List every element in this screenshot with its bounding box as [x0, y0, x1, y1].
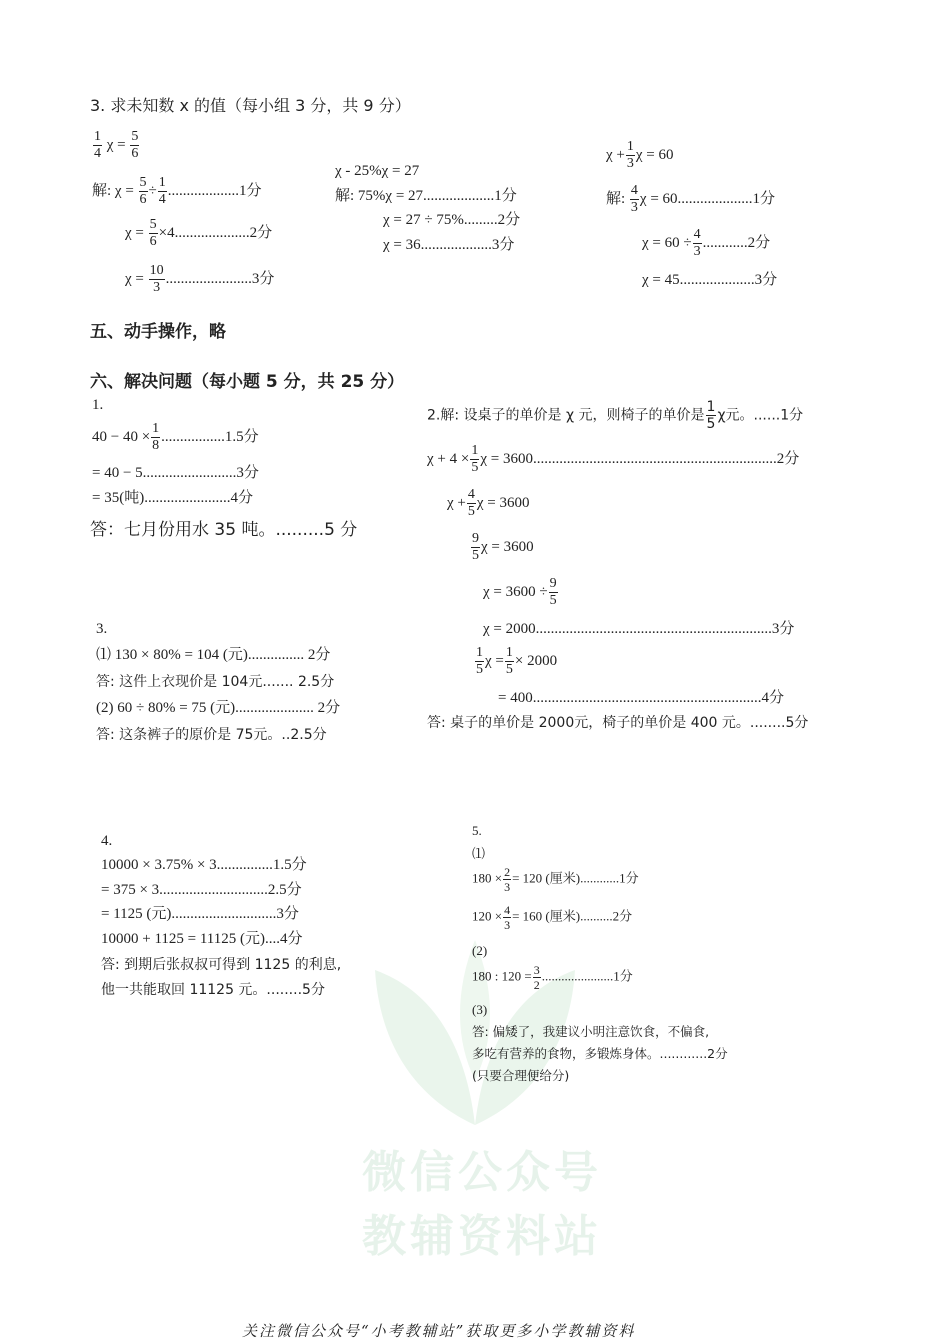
- q3-heading: 3. 求未知数 x 的值（每小组 3 分，共 9 分）: [90, 96, 411, 115]
- s3-answer2: 答: 这条裤子的原价是 75元。..2.5分: [96, 727, 327, 743]
- s5-answer-line2: 多吃有营养的食物，多锻炼身体。............2分: [472, 1046, 728, 1061]
- p2-equation: χ - 25%χ = 27: [335, 163, 420, 179]
- s5-step2: 120 × $\frac{4}{3}$ = 160 (厘米)..........2分: [472, 903, 633, 932]
- s2-step2: χ + $\frac{4}{5}$ χ = 3600: [447, 487, 530, 519]
- s5-part3-label: (3): [472, 1002, 488, 1017]
- s4-answer-line1: 答: 到期后张叔叔可得到 1125 的利息,: [101, 957, 342, 973]
- s5-step3: 180 : 120 = $\frac{3}{2}$ ......................1分: [472, 963, 633, 992]
- s4-number: 4.: [101, 833, 113, 849]
- section-5-heading: 五、动手操作，略: [90, 322, 226, 342]
- s2-step7: = 400.............................................................4分: [498, 690, 784, 706]
- watermark-line2: 教辅资料站: [362, 1211, 602, 1262]
- s5-number: 5.: [472, 823, 482, 838]
- s2-step6: $\frac{1}{5}$ χ = $\frac{1}{5}$ × 2000: [476, 645, 558, 677]
- s2-step1: χ + 4 × $\frac{1}{5}$ χ = 3600.................................................................2分: [427, 443, 800, 475]
- p1-step1: 解: χ = $\frac{5}{6}$ ÷ $\frac{1}{4}$ ...................1分: [92, 175, 262, 207]
- s2-step4: χ = 3600 ÷ $\frac{9}{5}$: [483, 576, 557, 608]
- s3-step2: (2) 60 ÷ 80% = 75 (元)..................... 2分: [96, 700, 341, 716]
- s5-part1-label: ⑴: [472, 846, 486, 861]
- s4-step2: = 375 × 3.............................2.5分: [101, 882, 302, 898]
- p3-step1: 解: $\frac{4}{3}$ χ = 60....................1分: [606, 183, 776, 215]
- s4-step1: 10000 × 3.75% × 3...............1.5分: [101, 857, 307, 873]
- s3-step1: ⑴ 130 × 80% = 104 (元)............... 2分: [96, 647, 331, 663]
- s3-number: 3.: [96, 621, 108, 637]
- p1-step2: χ = $\frac{5}{6}$ ×4....................2分: [125, 217, 273, 249]
- s5-step1: 180 × $\frac{2}{3}$ = 120 (厘米)............1分: [472, 865, 639, 894]
- s1-step2: = 40 − 5.........................3分: [92, 465, 259, 481]
- s1-step3: = 35(吨).......................4分: [92, 490, 253, 506]
- s4-step4: 10000 + 1125 = 11125 (元)....4分: [101, 931, 303, 947]
- p2-step2: χ = 27 ÷ 75%.........2分: [383, 212, 521, 228]
- p1-equation: $\frac{1}{4}$ χ = $\frac{5}{6}$: [94, 129, 139, 161]
- p3-equation: χ + $\frac{1}{3}$ χ = 60: [606, 139, 674, 171]
- p1-step3: χ = $\frac{10}{3}$ .......................3分: [125, 263, 275, 295]
- p3-step3: χ = 45....................3分: [642, 272, 778, 288]
- s5-answer-note: (只要合理便给分): [472, 1068, 570, 1083]
- s2-setup: 2.解: 设桌子的单价是 χ 元，则椅子的单价是 $\frac{1}{5}$ χ元。......1分: [427, 399, 804, 432]
- watermark-line1: 微信公众号: [362, 1147, 602, 1198]
- s4-step3: = 1125 (元)............................3分: [101, 906, 299, 922]
- s5-part2-label: (2): [472, 943, 488, 958]
- section-6-heading: 六、解决问题（每小题 5 分，共 25 分）: [90, 372, 405, 392]
- s1-answer: 答：七月份用水 35 吨。.........5 分: [90, 520, 358, 540]
- s4-answer-line2: 他一共能取回 11125 元。........5分: [101, 982, 325, 998]
- s1-step1: 40 − 40 × $\frac{1}{8}$ .................1.5分: [92, 421, 259, 453]
- footer-text: 关注微信公众号“小考教辅站”获取更多小学教辅资料: [242, 1322, 636, 1340]
- s2-answer: 答: 桌子的单价是 2000元，椅子的单价是 400 元。........5分: [427, 715, 809, 731]
- p2-step3: χ = 36...................3分: [383, 237, 515, 253]
- s3-answer1: 答: 这件上衣现价是 104元....... 2.5分: [96, 674, 335, 690]
- p2-step1: 解: 75%χ = 27...................1分: [335, 188, 517, 204]
- s2-step5: χ = 2000...............................................................3分: [483, 621, 795, 637]
- s2-step3: $\frac{9}{5}$ χ = 3600: [472, 531, 534, 563]
- s1-number: 1.: [92, 397, 104, 413]
- s5-answer-line1: 答: 偏矮了，我建议小明注意饮食，不偏食,: [472, 1024, 710, 1039]
- p3-step2: χ = 60 ÷ $\frac{4}{3}$ ............2分: [642, 227, 771, 259]
